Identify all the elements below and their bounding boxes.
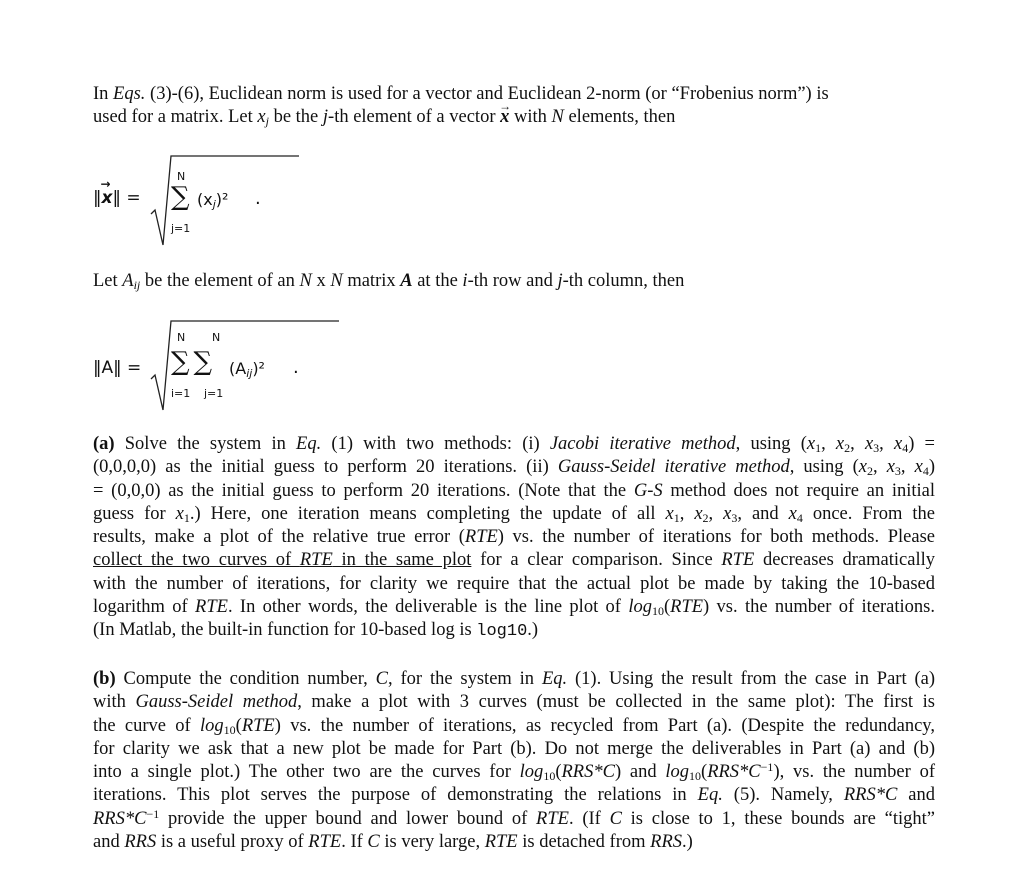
part-b-line-3: the curve of $\log_{10}(RTE)$ vs. the number of iterations, as recycled from Part (a). (Despite the redundancy,: [93, 715, 935, 737]
matrix-intro-line: Let $A_{ij}$ be the element of an N x N matrix A at the i-th row and j-th column, then: [93, 271, 685, 292]
part-a-line-6: collect the two curves of RTE in the same plot for a clear comparison. Since RTE decreases dramatically: [93, 550, 935, 571]
part-b-line-8: and RRS is a useful proxy of RTE. If C is very large, RTE is detached from RRS.): [93, 832, 693, 853]
part-b-line-7: $RRS*C^{-1}$ provide the upper bound and lower bound of RTE. (If C is close to 1, these bounds are “tight”: [93, 806, 935, 829]
intro-line-2: used for a matrix. Let $x_j$ be the j-th element of a vector → x with N elements, then: [93, 106, 935, 129]
part-b-line-6: iterations. This plot serves the purpose of demonstrating the relations in Eq. (5). Namely, RRS*C and: [93, 785, 935, 806]
part-a-line-8: logarithm of RTE. In other words, the deliverable is the line plot of $\log_{10}(RTE)$ vs. the number of iterations.: [93, 597, 936, 619]
part-b-line-5: into a single plot.) The other two are the curves for $\log_{10}(RRS*C)$ and $\log_{10}(RRS*C^{-1})$, vs. the number of: [93, 760, 935, 784]
vector-norm-term: $(x_j)^2$: [197, 190, 229, 211]
sum-upper-limit: N: [177, 170, 186, 183]
part-a-line-4: guess for $x_1$.) Here, one iteration means completing the update of all $x_1$, $x_2$, $x_3$, and $x_4$ once. From the: [93, 503, 935, 525]
vector-x-symbol: → x: [500, 106, 509, 129]
underlined-instruction: collect the two curves of RTE in the same plot: [93, 550, 472, 571]
summation-symbol: ∑: [171, 182, 190, 212]
vector-norm-equation: [93, 150, 293, 250]
sum-upper-limit-j: N: [212, 331, 221, 344]
part-a-line-2: (0,0,0,0) as the initial guess to perform 20 iterations. (ii) Gauss-Seidel iterative method, using ($x_2$, $x_3$, $x_4$): [93, 457, 936, 479]
part-a-line-7: with the number of iterations, for clarity we require that the actual plot be made by taking the 10-based: [93, 573, 935, 594]
sum-upper-limit-i: N: [177, 331, 186, 344]
part-b-line-4: for clarity we ask that a new plot be made for Part (b). Do not merge the deliverables in Part (a) and (b): [93, 738, 935, 759]
equation-period-matrix: .: [293, 357, 299, 378]
part-a-line-1: (a) Solve the system in Eq. (1) with two methods: (i) Jacobi iterative method, using ($x_1$, $x_2$, $x_3$, $x_4$) =: [93, 434, 935, 455]
matrix-norm-equation: [93, 315, 333, 415]
equation-period: .: [255, 188, 261, 209]
part-a-line-3: = (0,0,0) as the initial guess to perform 20 iterations. (Note that the G-S method does not require an initial: [93, 480, 935, 501]
part-a-line-5: results, make a plot of the relative true error (RTE) vs. the number of iterations for both methods. Please: [93, 527, 935, 548]
part-a-line-9: (In Matlab, the built-in function for 10-based log is log10.): [93, 620, 539, 642]
double-summation-symbol: ∑∑: [171, 347, 217, 377]
sum-lower-limit: j=1: [171, 222, 191, 235]
log10-code: log10: [476, 622, 528, 642]
intro-paragraph: [93, 83, 935, 130]
intro-line-1: In Eqs. (3)-(6), Euclidean norm is used for a vector and Euclidean 2-norm (or “Frobenius norm”) is: [93, 84, 829, 104]
sum-lower-limit-j: j=1: [204, 387, 224, 400]
matrix-intro-paragraph: [93, 270, 935, 293]
part-b-line-1: (b) Compute the condition number, C, for the system in Eq. (1). Using the result from the case in Part (a): [93, 669, 936, 689]
part-a-paragraph: [93, 433, 935, 644]
sum-lower-limit-i: i=1: [171, 387, 191, 400]
matrix-norm-term: $(A_{ij})^2$: [229, 359, 265, 380]
part-b-line-2: with Gauss-Seidel method, make a plot with 3 curves (must be collected in the same plot): The first is: [93, 692, 936, 713]
part-b-paragraph: [93, 668, 935, 854]
vector-norm-lhs: ‖→ x‖ =: [93, 188, 141, 208]
matrix-norm-lhs: ‖A‖ =: [93, 358, 142, 378]
